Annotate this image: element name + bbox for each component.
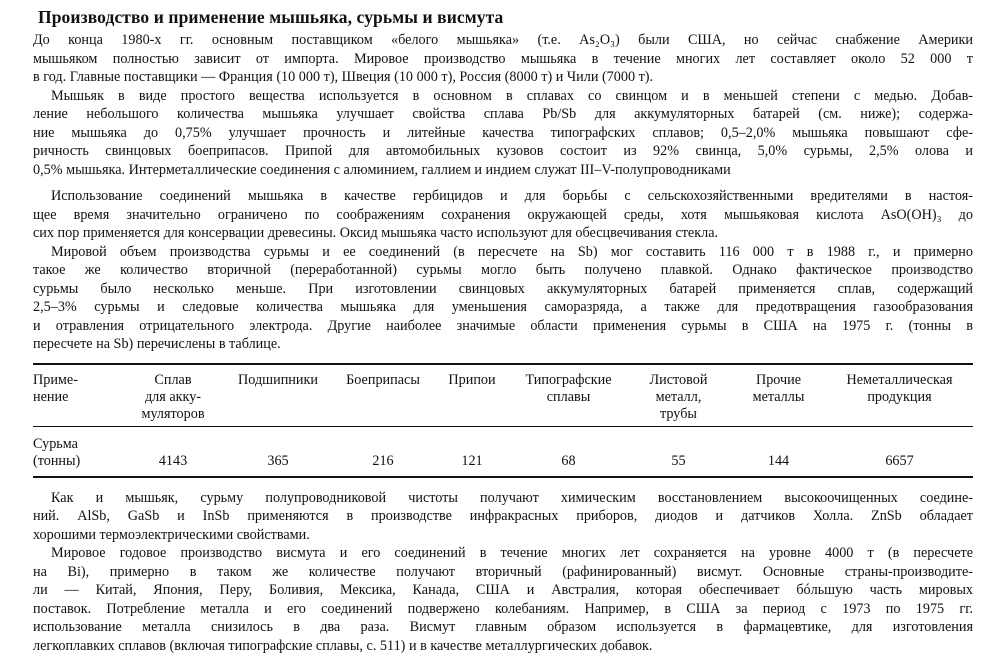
document-page <box>33 0 973 655</box>
text-line: 0,5% мышьяка. Интерметаллические соединения с алюминием, галлием и индием служат III–V-полупроводниками <box>33 161 973 180</box>
paragraph-arsenic-supply <box>33 31 973 87</box>
text-line: поставок. Потребление металла и его соединений подвержено колебаниям. Например, в США за период с 1973 по 1975 гг. <box>33 600 973 619</box>
header-solders: Припои <box>433 364 511 427</box>
text-line: сих пор применяется для консервации древесины. Оксид мышьяка часто используют для обесцвечивания стекла. <box>33 224 973 243</box>
text-line: ление небольшого количества мышьяка улучшает свойства сплава Pb/Sb для аккумуляторных батарей (см. ниже); содержа- <box>33 105 973 124</box>
cell-ammunition: 216 <box>333 426 433 477</box>
header-battery-alloy: Сплав для акку- муляторов <box>123 364 223 427</box>
text-line: пересчете на Sb) перечислены в таблице. <box>33 335 973 354</box>
antimony-usage-table <box>33 363 973 478</box>
paragraph-arsenic-alloys <box>33 87 973 180</box>
text-line: хорошими термоэлектрическими свойствами. <box>33 526 973 545</box>
text-line: легкоплавких сплавов (включая типографские сплавы, с. 511) и в качестве металлургических добавок. <box>33 637 973 655</box>
text-line: использование металла снизилось в два раза. Висмут главным образом используется в фармацевтике, для изготовления <box>33 618 973 637</box>
text-line: До конца 1980-х гг. основным поставщиком «белого мышьяка» (т.е. As₂O₃) были США, но сейчас снабжение Америки <box>33 31 973 50</box>
text-line: Как и мышьяк, сурьму полупроводниковой чистоты получают химическим восстановлением высокоочищенных соедине- <box>33 489 973 508</box>
paragraph-antimony-semiconductors <box>33 489 973 545</box>
header-nonmetal-products: Неметаллическая продукция <box>826 364 973 427</box>
text-line: Мировой объем производства сурьмы и ее соединений (в пересчете на Sb) мог составить 116 000 т в 1988 г., и примерно <box>33 243 973 262</box>
text-line: сурьмы было несколько меньше. При изготовлении свинцовых аккумуляторных батарей применяется сплав, содержащий <box>33 280 973 299</box>
cell-sheet-metal: 55 <box>626 426 731 477</box>
text-line: на Bi), примерно в таком же количестве получают вторичный (рафинированный) висмут. Основные страны-производите- <box>33 563 973 582</box>
cell-battery-alloy: 4143 <box>123 426 223 477</box>
text-line: Мировое годовое производство висмута и его соединений в течение многих лет сохраняется на уровне 4000 т (в пересчете <box>33 544 973 563</box>
cell-solders: 121 <box>433 426 511 477</box>
paragraph-arsenic-compounds <box>33 187 973 243</box>
cell-nonmetal-products: 6657 <box>826 426 973 477</box>
header-type-alloys: Типографские сплавы <box>511 364 626 427</box>
text-line: в год. Главные поставщики — Франция (10 000 т), Швеция (10 000 т), Россия (8000 т) и Чили (7000 т). <box>33 68 973 87</box>
row-label-antimony: Сурьма (тонны) <box>33 426 123 477</box>
text-line: щее время значительно ограничено по соображениям сохранения окружающей среды, хотя мышьяковая кислота AsO(OH)₃ до <box>33 206 973 225</box>
paragraph-bismuth-production <box>33 544 973 655</box>
text-line: 2,5–3% сурьмы и следовые количества мышьяка для уменьшения саморазряда, а также для предотвращения газообразования <box>33 298 973 317</box>
cell-bearings: 365 <box>223 426 333 477</box>
table-row <box>33 426 973 477</box>
text-line: ний. AlSb, GaSb и InSb применяются в производстве инфракрасных приборов, диодов и датчиков Холла. ZnSb обладает <box>33 507 973 526</box>
table-header-row <box>33 364 973 427</box>
text-line: ричность свинцовых боеприпасов. Припой для автомобильных кузовов состоит из 92% свинца, 5,0% сурьмы, 2,5% олова и <box>33 142 973 161</box>
text-line: и отравления отрицательного электрода. Другие наиболее значимые области применения сурьмы в США на 1975 г. (тонны в <box>33 317 973 336</box>
text-line: Использование соединений мышьяка в качестве гербицидов и для борьбы с сельскохозяйственными вредителями в настоя- <box>33 187 973 206</box>
header-bearings: Подшипники <box>223 364 333 427</box>
text-line: ли — Китай, Япония, Перу, Боливия, Мексика, Канада, США и Австралия, которая обеспечивает бóльшую часть мировых <box>33 581 973 600</box>
text-line: мышьяком полностью зависит от импорта. Мировое производство мышьяка в течение многих лет составляет около 52 000 т <box>33 50 973 69</box>
text-line: ние мышьяка до 0,75% улучшает прочность и литейные качества типографских сплавов; 0,5–2,0% мышьяка повышают сфе- <box>33 124 973 143</box>
header-sheet-metal: Листовой металл, трубы <box>626 364 731 427</box>
cell-other-metals: 144 <box>731 426 826 477</box>
header-other-metals: Прочие металлы <box>731 364 826 427</box>
cell-type-alloys: 68 <box>511 426 626 477</box>
paragraph-antimony-production <box>33 243 973 354</box>
section-title: Производство и применение мышьяка, сурьмы и висмута <box>38 6 973 28</box>
header-application: Приме- нение <box>33 364 123 427</box>
text-line: такое же количество вторичной (переработанной) сурьмы могло быть получено плавкой. Однако фактическое производство <box>33 261 973 280</box>
text-line: Мышьяк в виде простого вещества используется в основном в сплавах со свинцом и в меньшей степени с медью. Добав- <box>33 87 973 106</box>
header-ammunition: Боеприпасы <box>333 364 433 427</box>
